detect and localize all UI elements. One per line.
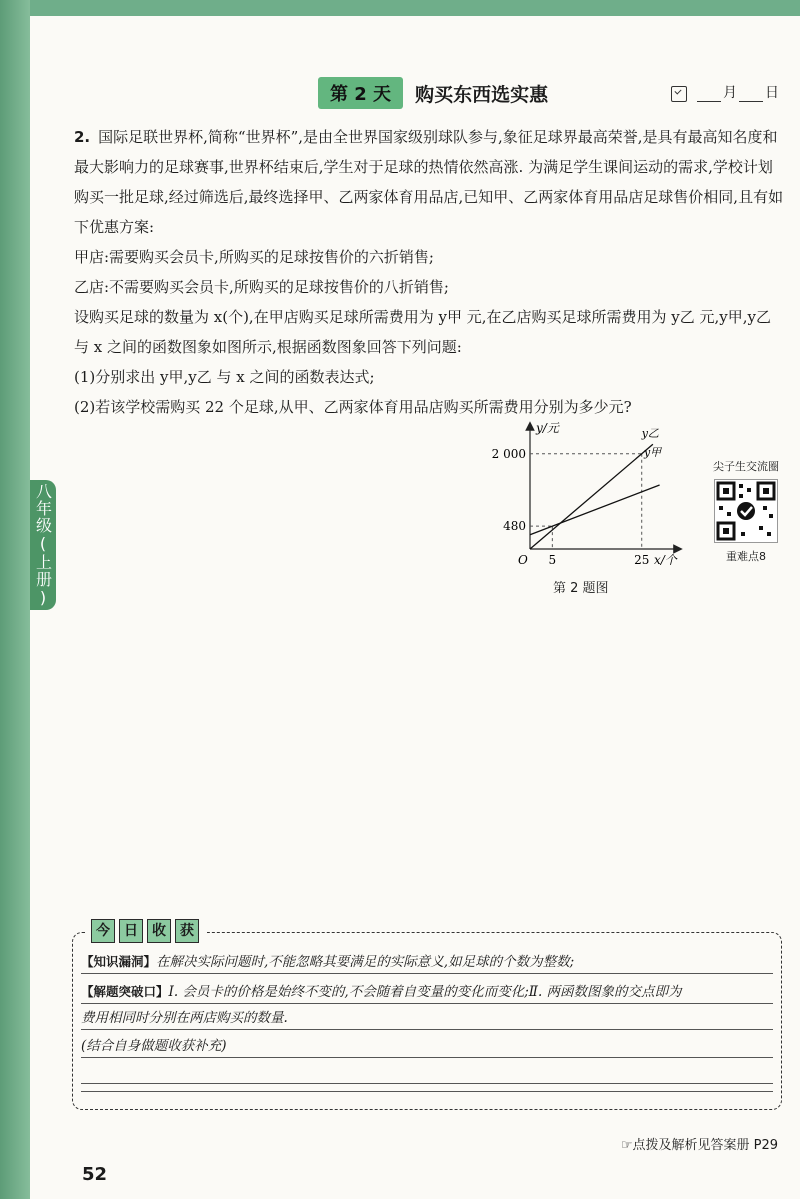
- graph-caption: 第 2 题图: [553, 581, 609, 596]
- tick-y-480: 480: [503, 519, 526, 534]
- line-label-y-jia: y甲: [643, 445, 662, 459]
- line-label-y-yi: y乙: [641, 427, 659, 441]
- line-y-jia: [530, 485, 660, 535]
- harvest-line-2: 【解题突破口】Ⅰ. 会员卡的价格是始终不变的,不会随着自变量的变化而变化;Ⅱ. 两函数图象的交点即为: [81, 981, 773, 1004]
- day-label: 日: [765, 85, 779, 101]
- shop-b-offer: 乙店:不需要购买会员卡,所购买的足球按售价的八折销售;: [74, 278, 449, 296]
- harvest-blank-line-2[interactable]: [81, 1081, 773, 1092]
- harvest-char-4: 获: [175, 919, 199, 943]
- qr-section[interactable]: [706, 458, 786, 564]
- harvest-line-3: 费用相同时分别在两店购买的数量.: [81, 1007, 773, 1030]
- x-axis-label: x/个: [654, 553, 677, 567]
- y-axis-label: y/元: [536, 421, 559, 435]
- harvest-title: [87, 919, 207, 943]
- harvest-char-1: 今: [91, 919, 115, 943]
- qr-subtitle: 重难点8: [726, 550, 766, 563]
- qr-code-icon[interactable]: [714, 479, 778, 543]
- grade-tab: 八年级(上册): [30, 480, 56, 610]
- harvest-char-2: 日: [119, 919, 143, 943]
- day-badge: 第 2 天: [318, 77, 403, 109]
- top-color-bar: [0, 0, 800, 16]
- question-1: (1)分别求出 y甲,y乙 与 x 之间的函数表达式;: [74, 368, 375, 386]
- daily-harvest-box: [72, 923, 782, 1110]
- origin-label: O: [518, 553, 528, 567]
- month-label: 月: [723, 85, 737, 101]
- harvest-line-4: (结合自身做题收获补充): [81, 1035, 773, 1058]
- function-graph: [478, 418, 688, 598]
- problem-block: [74, 122, 784, 422]
- problem-intro: 2. 国际足联世界杯,简称“世界杯”,是由全世界国家级别球队参与,象征足球界最高荣誉,是具有最高知名度和最大影响力的足球赛事,世界杯结束后,学生对于足球的热情依然高涨. 为满足学生课间运动的需求,学校计划购买一批足球,经过筛选后,最终选择甲、乙两家体育用品店,已知甲、乙两家体育用品店足球售价相同,且有如下优惠方案:: [74, 128, 784, 236]
- page-header: [318, 78, 548, 108]
- tick-y-2000: 2 000: [491, 446, 526, 461]
- tick-x-25: 25: [634, 553, 650, 567]
- harvest-line-1: 【知识漏洞】在解决实际问题时,不能忽略其要满足的实际意义,如足球的个数为整数;: [81, 951, 773, 974]
- date-field: [671, 82, 779, 102]
- left-color-strip: [0, 0, 30, 1199]
- page-number: 52: [82, 1164, 108, 1185]
- line-y-yi: [530, 444, 653, 549]
- calendar-check-icon: [671, 86, 687, 102]
- harvest-char-3: 收: [147, 919, 171, 943]
- tick-x-5: 5: [548, 553, 557, 567]
- problem-setup: 设购买足球的数量为 x(个),在甲店购买足球所需费用为 y甲 元,在乙店购买足球所需费用为 y乙 元,y甲,y乙 与 x 之间的函数图象如图所示,根据函数图象回答下列问题:: [74, 308, 771, 356]
- problem-number: 2.: [74, 128, 91, 146]
- shop-a-offer: 甲店:需要购买会员卡,所购买的足球按售价的六折销售;: [74, 248, 434, 266]
- qr-title: 尖子生交流圈: [713, 460, 779, 473]
- day-blank[interactable]: [739, 87, 763, 102]
- answer-reference: ☞点拨及解析见答案册 P29: [620, 1138, 778, 1153]
- question-2: (2)若该学校需购买 22 个足球,从甲、乙两家体育用品店购买所需费用分别为多少元?: [74, 398, 632, 416]
- page-title: 购买东西选实惠: [415, 83, 549, 106]
- month-blank[interactable]: [697, 87, 721, 102]
